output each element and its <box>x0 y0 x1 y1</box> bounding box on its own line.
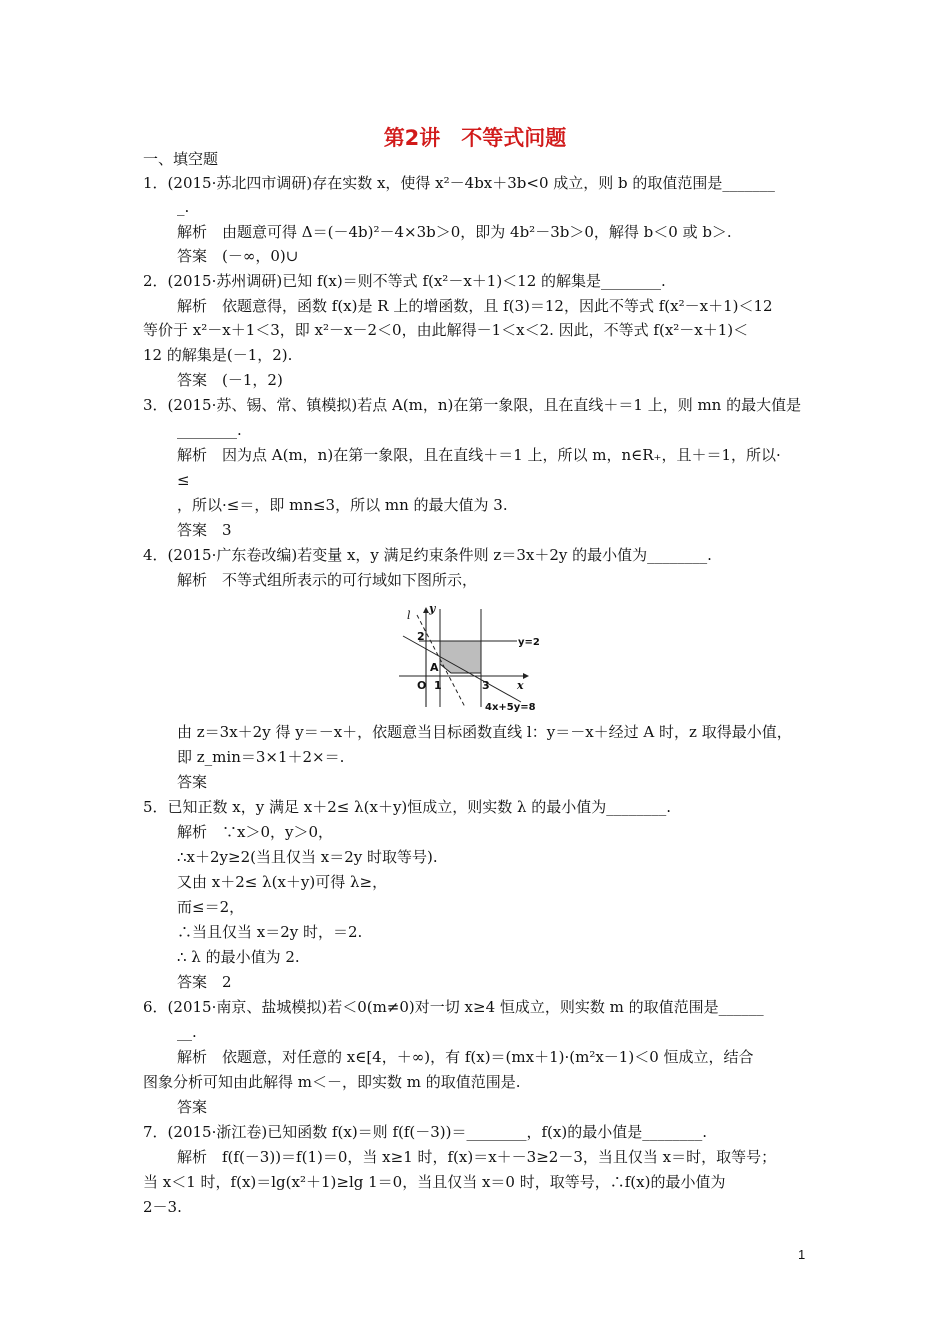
q1-stem: 1．(2015·苏北四市调研)存在实数 x，使得 x²－4bx＋3b<0 成立，则 b 的取值范围是_______ <box>143 174 775 192</box>
section-heading: 一、填空题 <box>143 150 219 168</box>
label-l: l <box>407 609 411 622</box>
q3-analysis-3: ，所以·≤＝，即 mn≤3，所以 mn 的最大值为 3. <box>177 496 508 514</box>
label-y-equals-2: y=2 <box>518 637 540 648</box>
q4-answer: 答案 <box>177 773 208 791</box>
page-number: 1 <box>798 1247 806 1262</box>
q2-stem: 2．(2015·苏州调研)已知 f(x)＝则不等式 f(x²－x＋1)＜12 的解集是________. <box>143 272 666 290</box>
q3-stem-tail: ________. <box>177 421 242 439</box>
q6-analysis-1: 解析 依题意，对任意的 x∈[4，＋∞)，有 f(x)＝(mx＋1)·(m²x－1)＜0 恒成立，结合 <box>177 1048 754 1066</box>
label-O: O <box>417 679 427 692</box>
q7-analysis-2: 当 x＜1 时，f(x)＝lg(x²＋1)≥lg 1＝0，当且仅当 x＝0 时，取等号，∴f(x)的最小值为 <box>143 1173 726 1191</box>
q2-analysis-3: 12 的解集是(－1，2). <box>143 346 293 364</box>
q1-analysis: 解析 由题意可得 Δ＝(－4b)²－4×3b＞0，即为 4b²－3b＞0，解得 b＜0 或 b＞. <box>177 223 732 241</box>
q3-answer: 答案 3 <box>177 521 232 539</box>
q5-answer: 答案 2 <box>177 973 232 991</box>
q2-answer: 答案 (－1，2) <box>177 371 283 389</box>
q7-stem: 7．(2015·浙江卷)已知函数 f(x)＝则 f(f(－3))＝________，f(x)的最小值是________. <box>143 1123 707 1141</box>
label-x-axis: x <box>517 679 524 692</box>
q7-analysis-1: 解析 f(f(－3))＝f(1)＝0，当 x≥1 时，f(x)＝x＋－3≥2－3，当且仅当 x＝时，取等号； <box>177 1148 777 1166</box>
q5-line-3: 而≤＝2， <box>177 898 245 916</box>
label-4x-5y-8: 4x+5y=8 <box>485 702 536 713</box>
label-2: 2 <box>417 630 425 643</box>
q6-answer: 答案 <box>177 1098 208 1116</box>
q1-answer: 答案 (－∞，0)∪ <box>177 247 299 265</box>
q1-stem-tail: _. <box>177 198 190 216</box>
q3-analysis-1: 解析 因为点 A(m，n)在第一象限，且在直线＋＝1 上，所以 m，n∈R₊，且＋＝1，所以· <box>177 446 781 464</box>
q5-analysis: 解析 ∵x＞0，y＞0， <box>177 823 334 841</box>
q5-line-2: 又由 x＋2≤ λ(x＋y)可得 λ≥， <box>177 873 388 891</box>
q2-analysis-2: 等价于 x²－x＋1＜3，即 x²－x－2＜0，由此解得－1＜x＜2. 因此，不等式 f(x²－x＋1)＜ <box>143 321 749 339</box>
q4-after-2: 即 z_min＝3×1＋2×＝. <box>177 748 345 766</box>
q3-analysis-2: ≤ <box>177 471 190 489</box>
feasible-region-figure <box>393 603 553 713</box>
q4-analysis: 解析 不等式组所表示的可行域如下图所示， <box>177 571 478 589</box>
q5-line-5: ∴ λ 的最小值为 2. <box>177 948 300 966</box>
q2-analysis-1: 解析 依题意得，函数 f(x)是 R 上的增函数，且 f(3)＝12，因此不等式 f(x²－x＋1)＜12 <box>177 297 773 315</box>
q6-stem-tail: __. <box>177 1023 197 1041</box>
q6-stem: 6．(2015·南京、盐城模拟)若＜0(m≠0)对一切 x≥4 恒成立，则实数 m 的取值范围是______ <box>143 998 764 1016</box>
label-3: 3 <box>482 679 490 692</box>
q7-analysis-3: 2－3. <box>143 1198 182 1216</box>
page-title: 第2讲 不等式问题 <box>383 126 567 150</box>
label-A: A <box>430 661 439 674</box>
q4-after-1: 由 z＝3x＋2y 得 y＝－x＋，依题意当目标函数直线 l：y＝－x＋经过 A 时，z 取得最小值， <box>177 723 792 741</box>
q3-stem: 3．(2015·苏、锡、常、镇模拟)若点 A(m，n)在第一象限，且在直线＋＝1 上，则 mn 的最大值是 <box>143 396 802 414</box>
q4-stem: 4．(2015·广东卷改编)若变量 x，y 满足约束条件则 z＝3x＋2y 的最小值为________. <box>143 546 712 564</box>
q5-line-4: ∴当且仅当 x＝2y 时，＝2. <box>177 923 363 941</box>
x-axis-arrow <box>523 673 529 679</box>
label-1: 1 <box>434 679 442 692</box>
q5-stem: 5．已知正数 x，y 满足 x＋2≤ λ(x＋y)恒成立，则实数 λ 的最小值为________. <box>143 798 672 816</box>
q6-analysis-2: 图象分析可知由此解得 m＜－，即实数 m 的取值范围是. <box>143 1073 521 1091</box>
label-y-axis: y <box>429 603 436 615</box>
q5-line-1: ∴x＋2y≥2(当且仅当 x＝2y 时取等号). <box>177 848 438 866</box>
